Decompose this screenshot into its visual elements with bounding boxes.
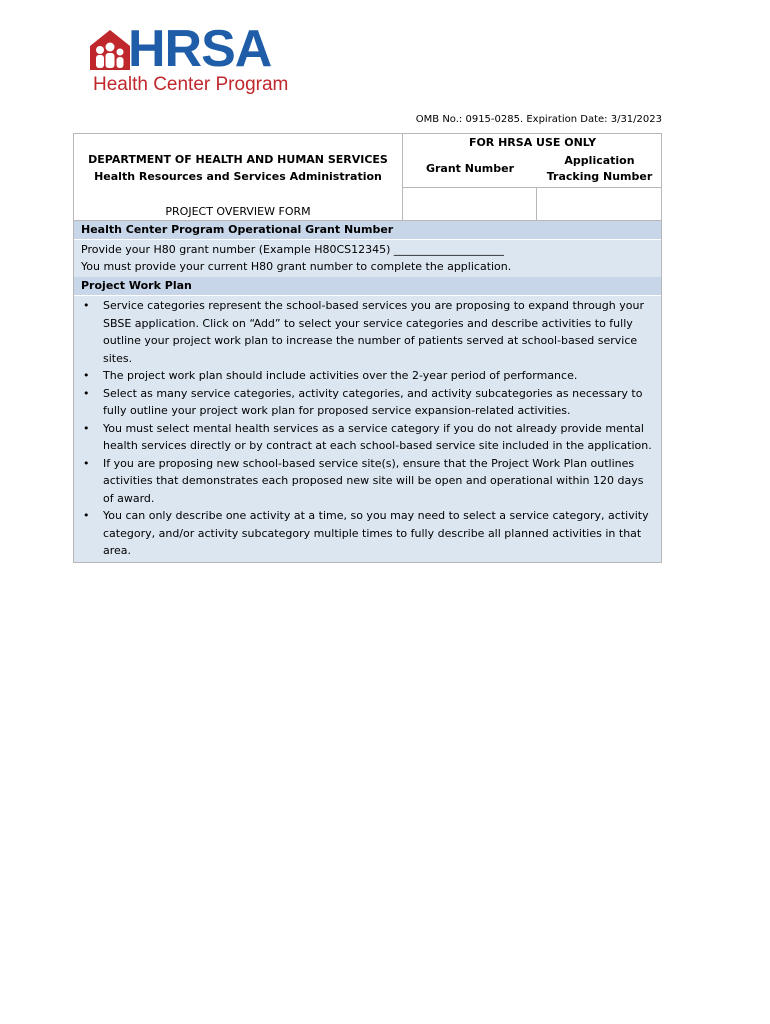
tracking-number-label: Application Tracking Number: [546, 153, 653, 183]
house-family-icon: [88, 26, 132, 72]
hrsa-use-only-block: [402, 134, 662, 220]
department-name: DEPARTMENT OF HEALTH AND HUMAN SERVICES: [88, 153, 388, 166]
omb-number: OMB No.: 0915-0285. Expiration Date: 3/31/2023: [415, 114, 662, 125]
grant-number-label: Grant Number: [425, 162, 515, 175]
grant-number-instruction: Provide your H80 grant number (Example H80CS12345) ____________________: [81, 243, 504, 256]
administration-name: Health Resources and Services Administration: [94, 170, 382, 183]
hrsa-logo: [88, 20, 328, 98]
grant-number-requirement: You must provide your current H80 grant number to complete the application.: [81, 260, 512, 273]
project-overview-form: [73, 133, 662, 563]
list-item: • You can only describe one activity at a time, so you may need to select a service category, activity category, and/or activity subcategory multiple times to fully describe all planned activities in that area.: [103, 507, 655, 560]
form-header-title-cell: [74, 134, 402, 220]
hrsa-use-only-title: FOR HRSA USE ONLY: [468, 136, 597, 149]
list-item: • If you are proposing new school-based service site(s), ensure that the Project Work Plan outlines activities that demonstrates each proposed new site will be open and operational within 120 days of award.: [103, 455, 655, 508]
form-header: [74, 134, 661, 221]
list-item: • Select as many service categories, activity categories, and activity subcategories as necessary to fully outline your project work plan for proposed service expansion-related activities.: [103, 385, 655, 420]
grant-number-field[interactable]: [403, 187, 537, 220]
list-item: • Service categories represent the school-based services you are proposing to expand through your SBSE application. Click on “Add” to select your service categories and describe activities to fully outline your project work plan to increase the number of patients served at school-based service sites.: [103, 297, 655, 367]
grant-section-heading: Health Center Program Operational Grant Number: [74, 221, 661, 240]
work-plan-bullets: [74, 296, 661, 562]
grant-section-body: [74, 240, 661, 277]
form-title: PROJECT OVERVIEW FORM: [165, 205, 311, 218]
logo-wordmark: HRSA: [128, 20, 272, 78]
logo-subtitle: Health Center Program: [93, 74, 289, 95]
tracking-number-field[interactable]: [537, 187, 662, 220]
list-item: • You must select mental health services as a service category if you do not already provide mental health services directly or by contract at each school-based service site included in the application.: [103, 420, 655, 455]
work-plan-heading: Project Work Plan: [74, 277, 661, 296]
list-item: • The project work plan should include activities over the 2-year period of performance.: [103, 367, 655, 385]
